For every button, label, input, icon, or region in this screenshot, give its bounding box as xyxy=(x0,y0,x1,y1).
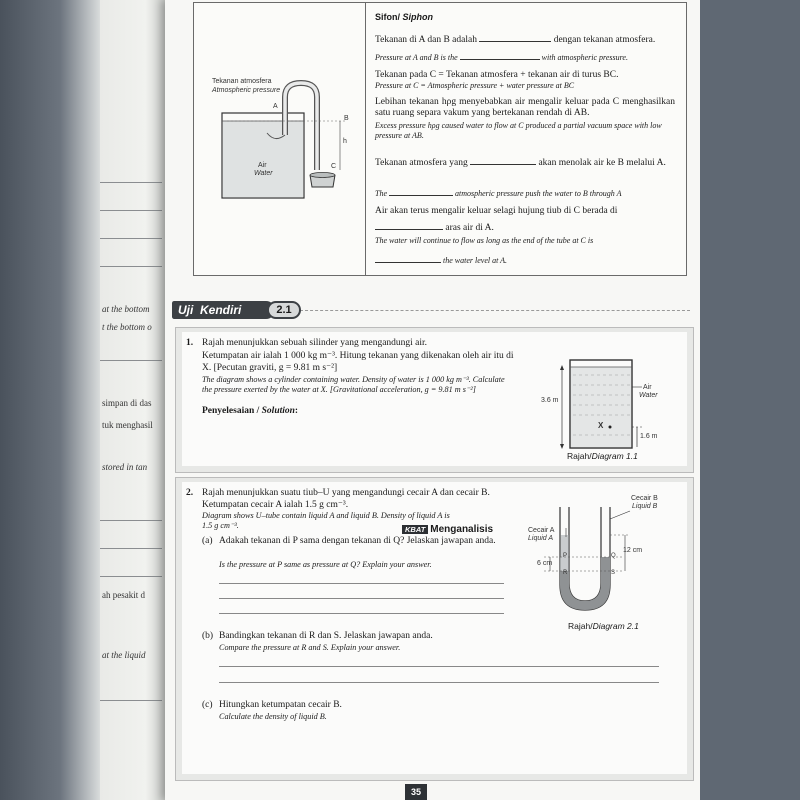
diagram-2-1-caption: Rajah/Diagram 2.1 xyxy=(568,621,639,631)
q2b-text-ms: Bandingkan tekanan di R dan S. Jelaskan jawapan anda. xyxy=(219,631,433,641)
desk-right xyxy=(700,0,800,800)
siphon-h-label: h xyxy=(343,138,347,145)
u-tube-diagram xyxy=(530,495,670,620)
q1-text-ms-2: Ketumpatan air ialah 1 000 kg m⁻³. Hitung tekanan yang dikenakan oleh air itu di xyxy=(202,351,514,361)
left-page-rule xyxy=(100,520,162,521)
liquid-a-label-en: Liquid A xyxy=(528,535,554,542)
q2-text-ms-2: Ketumpatan cecair A ialah 1.5 g cm⁻³. xyxy=(202,500,349,510)
siphon-line-3: Lebihan tekanan hρg menyebabkan air mengalir keluar pada C menghasilkan satu ruang separa vakum yang bertekanan rendah di AB. xyxy=(375,97,675,118)
q1-text-ms-1: Rajah menunjukkan sebuah silinder yang mengandungi air. xyxy=(202,338,428,348)
desk-background xyxy=(0,0,100,800)
siphon-line-5b: aras air di A. xyxy=(375,221,675,234)
left-page-text: tuk menghasil xyxy=(102,420,153,430)
q2a-label: (a) xyxy=(202,536,213,546)
height-6cm-label: 6 cm xyxy=(537,560,553,567)
siphon-line-4-en: The atmospheric pressure push the water to B through A xyxy=(375,189,622,198)
q2-number: 2. xyxy=(186,488,194,498)
left-page-rule xyxy=(100,182,162,183)
q2a-answer-line[interactable] xyxy=(219,598,504,599)
left-page-text: t the bottom o xyxy=(102,322,152,332)
cylinder-water-label: Air xyxy=(643,384,652,391)
left-page-text: simpan di das xyxy=(102,398,152,408)
siphon-line-5b-en: the water level at A. xyxy=(375,254,675,266)
left-page-rule xyxy=(100,700,162,701)
siphon-title: Sifon/ Siphon xyxy=(375,12,434,22)
left-page-edge xyxy=(100,0,165,800)
q1-text-en-2: the pressure exerted by the water at X. [Gravitational acceleration, g = 9.81 m s⁻²] xyxy=(202,385,476,394)
liquid-b-label-en: Liquid B xyxy=(632,503,658,510)
siphon-point-b: B xyxy=(344,115,349,122)
cylinder-water-label-en: Water xyxy=(639,392,658,399)
left-page-rule xyxy=(100,360,162,361)
point-r-label: R xyxy=(563,570,568,576)
siphon-line-4: Tekanan atmosfera yang akan menolak air ke B melalui A. xyxy=(375,158,666,168)
siphon-line-2-en: Pressure at C = Atmospheric pressure + water pressure at BC xyxy=(375,81,575,90)
left-page-rule xyxy=(100,548,162,549)
height-12cm-label: 12 cm xyxy=(623,547,643,554)
q1-text-en-1: The diagram shows a cylinder containing water. Density of water is 1 000 kg m⁻³. Calculate xyxy=(202,375,505,384)
siphon-atm-label-en: Atmospheric pressure xyxy=(212,87,281,94)
q2b-answer-line[interactable] xyxy=(219,682,659,683)
diagram-1-1-caption: Rajah/Diagram 1.1 xyxy=(567,451,638,461)
cylinder-x-label: X xyxy=(598,421,604,430)
siphon-line-3-en: Excess pressure hρg caused water to flow at C produced a partial vacuum space with low pressure at AB. xyxy=(375,121,662,140)
q1-solution-label: Penyelesaian / Solution: xyxy=(202,406,299,416)
liquid-b-label: Cecair B xyxy=(631,495,658,502)
q2-text-en-2: 1.5 g cm⁻³. xyxy=(202,521,239,530)
q2b-answer-line[interactable] xyxy=(219,666,659,667)
left-page-text: ah pesakit d xyxy=(102,590,145,600)
left-page-text: at the liquid xyxy=(102,650,146,660)
uji-divider xyxy=(300,310,690,311)
left-page-rule xyxy=(100,210,162,211)
uji-kendiri-number: 2.1 xyxy=(267,301,301,319)
siphon-diagram xyxy=(205,75,365,205)
siphon-line-1: Tekanan di A dan B adalah dengan tekanan atmosfera. xyxy=(375,35,656,45)
q2a-text-en: Is the pressure at P same as pressure at Q? Explain your answer. xyxy=(219,560,432,569)
siphon-divider xyxy=(365,2,366,275)
q2c-text-ms: Hitungkan ketumpatan cecair B. xyxy=(219,700,342,710)
page-number: 35 xyxy=(405,784,427,800)
siphon-atm-label: Tekanan atmosfera xyxy=(212,78,272,85)
siphon-line-5: Air akan terus mengalir keluar selagi hujung tiub di C berada di xyxy=(375,206,618,216)
left-page-rule xyxy=(100,238,162,239)
siphon-line-1-en: Pressure at A and B is the with atmospheric pressure. xyxy=(375,53,628,62)
q2c-text-en: Calculate the density of liquid B. xyxy=(219,712,327,721)
q2b-label: (b) xyxy=(202,631,214,641)
q2a-answer-line[interactable] xyxy=(219,613,504,614)
point-p-label: P xyxy=(563,553,568,559)
q2a-answer-line[interactable] xyxy=(219,583,504,584)
q1-number: 1. xyxy=(186,338,194,348)
point-s-label: S xyxy=(611,570,616,576)
q2-text-ms-1: Rajah menunjukkan suatu tiub–U yang mengandungi cecair A dan cecair B. xyxy=(202,488,490,498)
q1-text-ms-3: X. [Pecutan graviti, g = 9.81 m s⁻²] xyxy=(202,363,338,373)
q2-text-en-1: Diagram shows U–tube contain liquid A and liquid B. Density of liquid A is xyxy=(202,511,450,520)
left-page-rule xyxy=(100,576,162,577)
siphon-line-2: Tekanan pada C = Tekanan atmosfera + tekanan air di turus BC. xyxy=(375,70,619,80)
siphon-water-label: Air xyxy=(258,162,267,169)
kbat-badge: KBAT Menganalisis xyxy=(402,519,493,537)
cylinder-depth-label: 1.6 m xyxy=(640,433,658,440)
point-q-label: Q xyxy=(611,553,616,559)
left-page-rule xyxy=(100,266,162,267)
siphon-water-label-en: Water xyxy=(254,170,273,177)
uji-kendiri-tag: Uji Kendiri xyxy=(172,301,275,319)
siphon-point-a: A xyxy=(273,103,278,110)
cylinder-diagram xyxy=(540,355,680,455)
liquid-a-label: Cecair A xyxy=(528,527,555,534)
siphon-point-c: C xyxy=(331,163,337,170)
siphon-line-5-en: The water will continue to flow as long as the end of the tube at C is xyxy=(375,236,594,245)
cylinder-height-label: 3.6 m xyxy=(541,397,559,404)
left-page-text: stored in tan xyxy=(102,462,148,472)
left-page-text: at the bottom xyxy=(102,304,150,314)
q2c-label: (c) xyxy=(202,700,213,710)
q2a-text-ms: Adakah tekanan di P sama dengan tekanan di Q? Jelaskan jawapan anda. xyxy=(219,536,496,546)
q2b-text-en: Compare the pressure at R and S. Explain your answer. xyxy=(219,643,401,652)
